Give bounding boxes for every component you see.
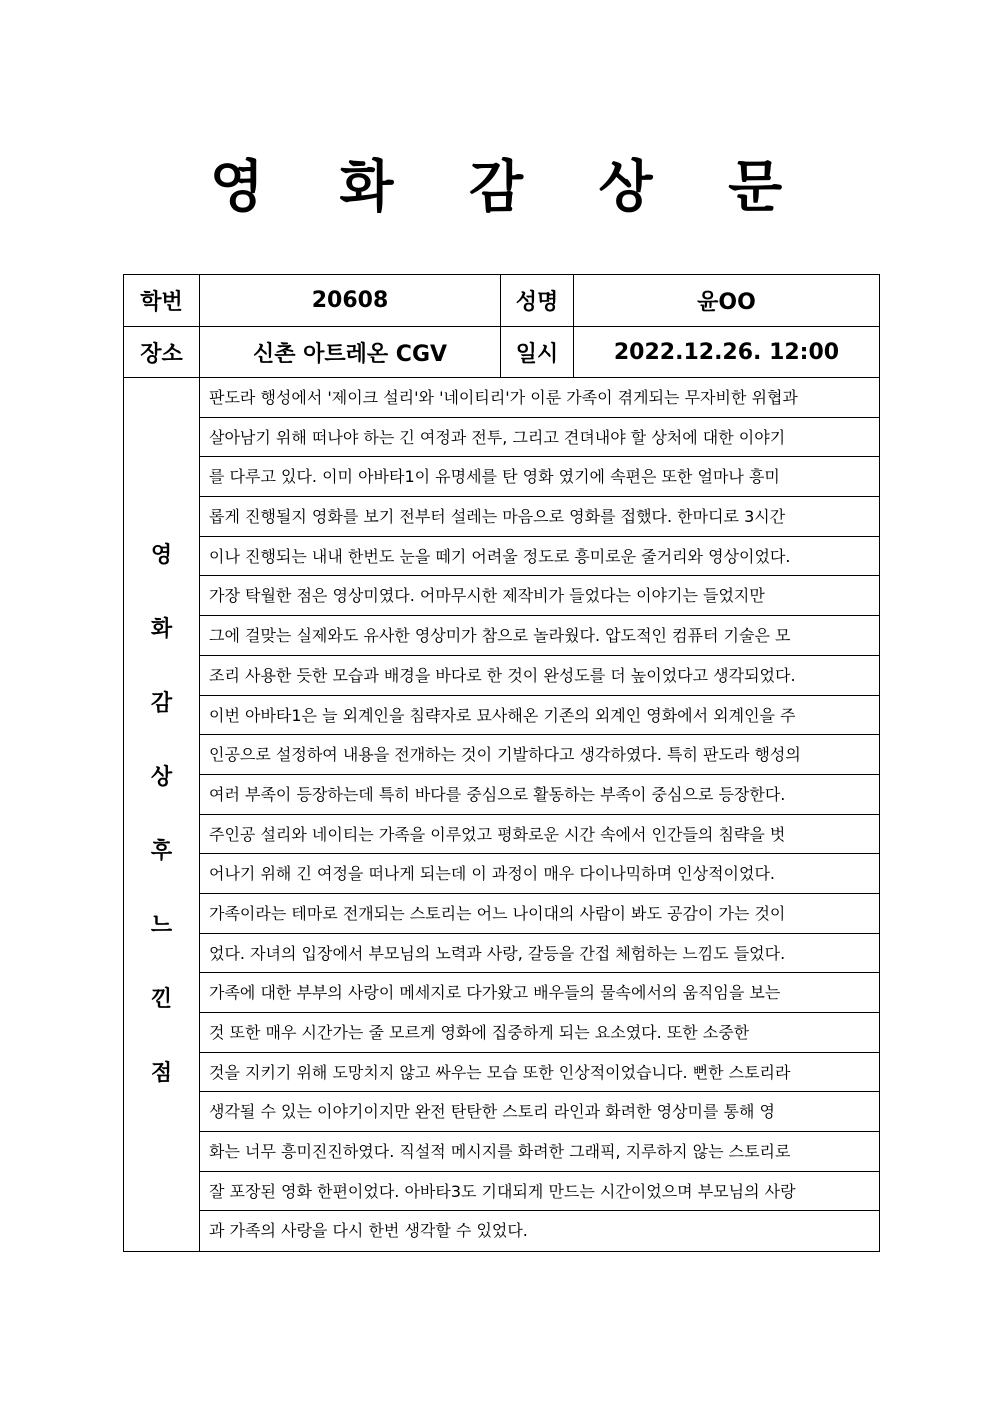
section-label-char: 화 (150, 617, 173, 642)
name-label: 성명 (515, 290, 559, 315)
review-line: 그에 걸맞는 실제와도 유사한 영상미가 참으로 놀라웠다. 압도적인 컴퓨터 기술은 모 (199, 616, 880, 656)
review-line: 여러 부족이 등장하는데 특히 바다를 중심으로 활동하는 부족이 중심으로 등장한다. (199, 775, 880, 815)
review-line: 과 가족의 사랑을 다시 한번 생각할 수 있었다. (209, 1221, 528, 1241)
review-line: 가족이라는 테마로 전개되는 스토리는 어느 나이대의 사람이 봐도 공감이 가는 것이 (199, 894, 880, 934)
review-line: 롭게 진행될지 영화를 보기 전부터 설레는 마음으로 영화를 접했다. 한마디로 3시간 (199, 497, 880, 537)
place-value: 신촌 아트레온 CGV (252, 341, 448, 367)
review-line: 주인공 설리와 네이티는 가족을 이루었고 평화로운 시간 속에서 인간들의 침략을 벗 (199, 815, 880, 855)
review-line: 이나 진행되는 내내 한번도 눈을 떼기 어려울 정도로 흥미로운 줄거리와 영상이었다. (199, 537, 880, 577)
section-label-char: 낀 (150, 987, 173, 1012)
review-line: 를 다루고 있다. 이미 아바타1이 유명세를 탄 영화 였기에 속편은 또한 얼마나 흥미 (199, 457, 880, 497)
section-label-char: 점 (150, 1061, 173, 1086)
review-line: 가장 탁월한 점은 영상미였다. 어마무시한 제작비가 들었다는 이야기는 들었지만 (199, 576, 880, 616)
section-label (124, 378, 199, 1252)
review-line: 것을 지키기 위해 도망치지 않고 싸우는 모습 또한 인상적이었습니다. 뻔한 스토리라 (199, 1053, 880, 1093)
review-line: 화는 너무 흥미진진하였다. 직설적 메시지를 화려한 그래픽, 지루하지 않는 스토리로 (199, 1132, 880, 1172)
page-title: 영 화 감 상 문 (209, 155, 811, 220)
student-id-value: 20608 (311, 288, 389, 313)
datetime-label: 일시 (515, 341, 559, 367)
review-line: 었다. 자녀의 입장에서 부모님의 노력과 사랑, 갈등을 간접 체험하는 느낌도 들었다. (199, 934, 880, 974)
section-label-char: 영 (150, 543, 173, 568)
section-label-char: 상 (150, 765, 173, 790)
place-label: 장소 (140, 341, 183, 367)
review-form-table (123, 274, 880, 1252)
review-line: 잘 포장된 영화 한편이었다. 아바타3도 기대되게 만드는 시간이었으며 부모님의 사랑 (199, 1172, 880, 1212)
review-line: 조리 사용한 듯한 모습과 배경을 바다로 한 것이 완성도를 더 높이었다고 생각되었다. (199, 656, 880, 696)
name-value: 윤OO (697, 290, 756, 315)
datetime-value: 2022.12.26. 12:00 (613, 339, 840, 365)
review-line: 살아남기 위해 떠나야 하는 긴 여정과 전투, 그리고 견뎌내야 할 상처에 대한 이야기 (199, 418, 880, 458)
review-line: 생각될 수 있는 이야기이지만 완전 탄탄한 스토리 라인과 화려한 영상미를 통해 영 (199, 1092, 880, 1132)
review-body (199, 378, 880, 1252)
section-label-char: 느 (150, 913, 173, 938)
section-label-char: 감 (150, 691, 173, 716)
review-line: 판도라 행성에서 '제이크 설리'와 '네이티리'가 이룬 가족이 겪게되는 무자비한 위협과 (199, 378, 880, 418)
review-line: 것 또한 매우 시간가는 줄 모르게 영화에 집중하게 되는 요소였다. 또한 소중한 (199, 1013, 880, 1053)
review-line: 인공으로 설정하여 내용을 전개하는 것이 기발하다고 생각하였다. 특히 판도라 행성의 (199, 735, 880, 775)
section-label-char: 후 (150, 839, 173, 864)
review-line: 어나기 위해 긴 여정을 떠나게 되는데 이 과정이 매우 다이나믹하며 인상적이었다. (199, 854, 880, 894)
review-line: 가족에 대한 부부의 사랑이 메세지로 다가왔고 배우들의 물속에서의 움직임을 보는 (199, 973, 880, 1013)
review-line: 이번 아바타1은 늘 외계인을 침략자로 묘사해온 기존의 외계인 영화에서 외계인을 주 (199, 696, 880, 736)
student-id-label: 학번 (140, 290, 183, 315)
